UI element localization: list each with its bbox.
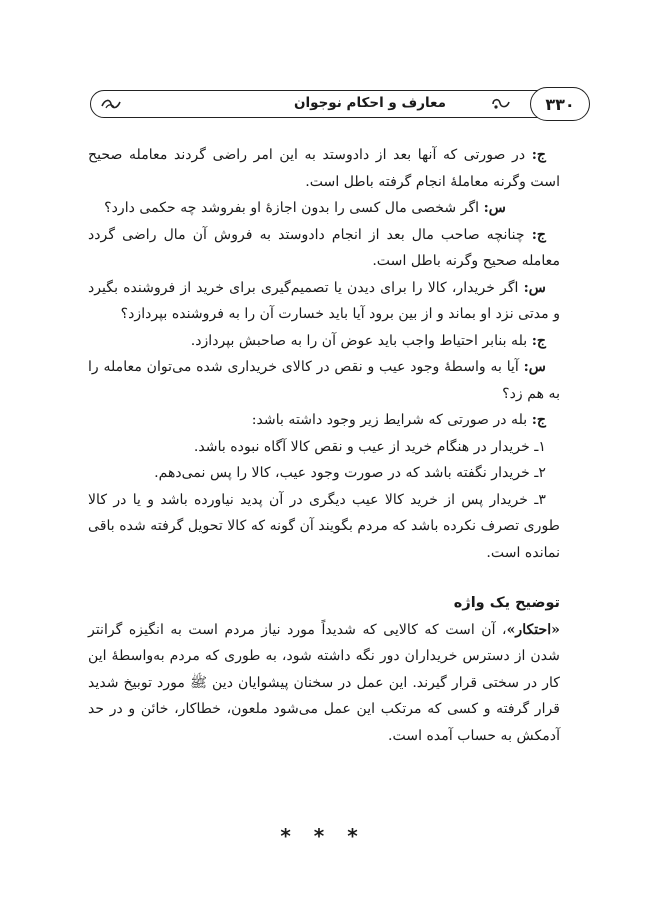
definition-paragraph bbox=[88, 617, 560, 750]
section-end-stars: * * * bbox=[280, 824, 366, 848]
question-text: آیا به واسطهٔ وجود عیب و نقص در کالای خریداری شده می‌توان معامله را به هم زد؟ bbox=[88, 359, 560, 402]
condition-item-1: ۱ـ خریدار در هنگام خرید از عیب و نقص کالا آگاه نبوده باشد. bbox=[193, 438, 546, 455]
section-spacer bbox=[88, 566, 560, 590]
answer-text: بله در صورتی که شرایط زیر وجود داشته باشد: bbox=[251, 412, 532, 428]
answer-label: ج: bbox=[531, 412, 546, 428]
condition-item-3: ۳ـ خریدار پس از خرید کالا عیب دیگری در آن پدید نیاورده باشد و یا در کالا طوری تصرف نکرده باشد که مردم بگویند آن گونه که کالا تحویل گرفته شده باقی نمانده است. bbox=[88, 491, 560, 561]
answer-paragraph bbox=[88, 407, 560, 434]
answer-text: در صورتی که آنها بعد از دادوستد به این امر راضی گردند معامله صحیح است وگرنه معاملهٔ انجام گرفته باطل است. bbox=[88, 147, 560, 190]
question-paragraph bbox=[88, 275, 560, 328]
answer-label: ج: bbox=[531, 332, 546, 349]
answer-label: ج: bbox=[531, 147, 546, 163]
question-text: اگر شخصی مال کسی را بدون اجازهٔ او بفروشد چه حکمی دارد؟ bbox=[104, 200, 484, 216]
question-paragraph bbox=[88, 354, 560, 407]
ornament-left-icon bbox=[100, 96, 122, 112]
book-title: معارف و احکام نوجوان bbox=[293, 95, 447, 111]
answer-paragraph bbox=[88, 222, 560, 275]
answer-paragraph bbox=[88, 142, 560, 195]
body-text bbox=[88, 142, 560, 749]
question-text: اگر خریدار، کالا را برای دیدن یا تصمیم‌گیری برای خرید از فروشنده بگیرد و مدتی نزد او بماند و از بین برود آیا باید خسارت آن را به فروشنده بپردازد؟ bbox=[88, 279, 560, 322]
question-label: س: bbox=[523, 279, 546, 296]
answer-text: چنانچه صاحب مال بعد از انجام دادوستد به فروش آن مال راضی گردد معامله صحیح وگرنه باطل است. bbox=[88, 226, 560, 269]
question-label: س: bbox=[483, 200, 506, 216]
defined-term: «احتکار» bbox=[506, 621, 560, 638]
definition-text: ، آن است که کالایی که شدیداً مورد نیاز مردم است به انگیزه گرانتر شدن از دسترس خریداران دور نگه داشته شود، به طوری که مردم به‌واسطهٔ این کار در سختی قرار گیرند. این عمل در سخنان پیشوایان دین ﷺ مورد توبیخ شدید قرار گرفته و کسی که مرتکب این عمل می‌شود ملعون، خطاکار، خائن و در حد آدمکش به حساب آمده است. bbox=[88, 621, 560, 744]
section-heading: توضیح یک واژه bbox=[453, 595, 560, 611]
answer-paragraph bbox=[88, 328, 560, 355]
page-number: ۳۳۰ bbox=[530, 87, 590, 121]
condition-item-2: ۲ـ خریدار نگفته باشد که در صورت وجود عیب، کالا را پس نمی‌دهم. bbox=[154, 465, 546, 481]
answer-label: ج: bbox=[531, 226, 546, 243]
question-paragraph bbox=[88, 195, 560, 222]
ornament-right-icon bbox=[490, 96, 512, 112]
running-header bbox=[90, 87, 575, 121]
answer-text: بله بنابر احتیاط واجب باید عوض آن را به صاحبش بپردازد. bbox=[190, 332, 532, 349]
question-label: س: bbox=[523, 359, 546, 375]
